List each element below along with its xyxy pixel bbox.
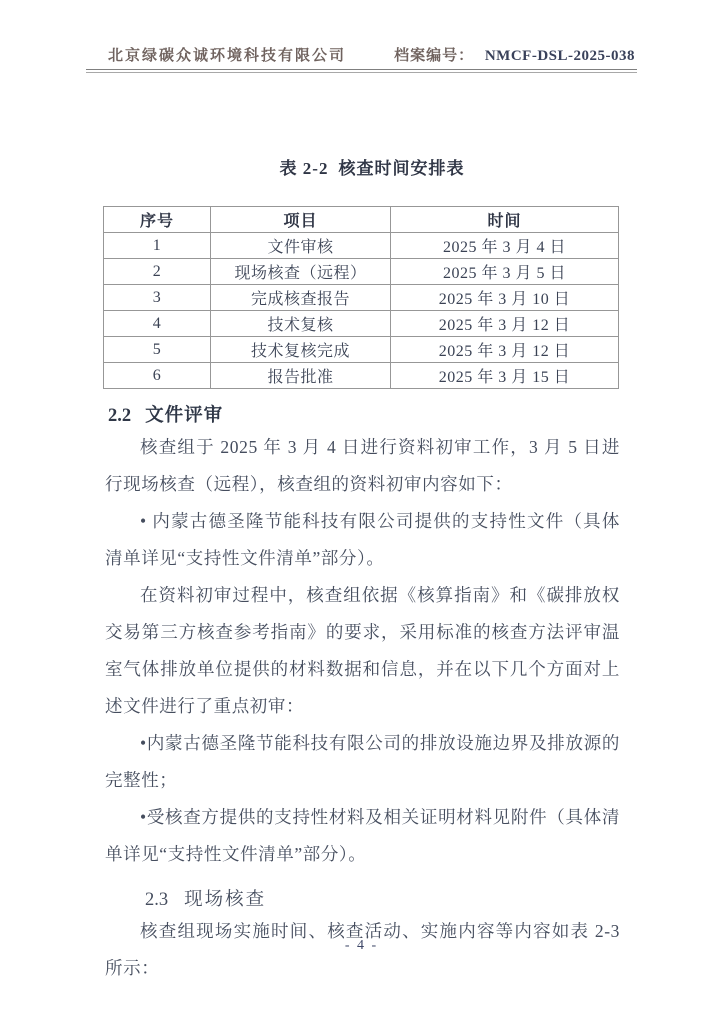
table-row (104, 311, 619, 337)
table-cell: 文件审核 (211, 233, 391, 259)
paragraph: 核查组于 2025 年 3 月 4 日进行资料初审工作，3 月 5 日进行现场核查（远程），核查组的资料初审内容如下： (105, 437, 620, 494)
table-title (0, 134, 723, 199)
section-title: 文件评审 (145, 406, 224, 426)
company-name: 北京绿碳众诚环境科技有限公司 (108, 48, 347, 64)
table-cell: 2025 年 3 月 15 日 (391, 363, 619, 389)
paragraph: 核查组现场实施时间、核查活动、实施内容等内容如表 2-3 所示： (105, 921, 620, 978)
table-cell: 2025 年 3 月 5 日 (391, 259, 619, 285)
doc-header (86, 44, 637, 73)
table-cell: 6 (104, 363, 211, 389)
doc-header-row (86, 44, 637, 69)
table-row (104, 337, 619, 363)
table-cell: 2025 年 3 月 10 日 (391, 285, 619, 311)
section-heading-2-2 (108, 401, 620, 427)
table-title-text: 核查时间安排表 (338, 159, 465, 178)
schedule-table (103, 206, 619, 389)
archive-number-group (394, 44, 635, 65)
table-body (104, 233, 619, 389)
table-cell: 4 (104, 311, 211, 337)
column-header: 序号 (104, 207, 211, 233)
table-cell: 3 (104, 285, 211, 311)
header-divider (86, 69, 637, 73)
table-cell: 5 (104, 337, 211, 363)
table-cell: 技术复核完成 (211, 337, 391, 363)
table-header-row (104, 207, 619, 233)
table-row (104, 363, 619, 389)
bullet-item: • 内蒙古德圣隆节能科技有限公司提供的支持性文件（具体清单详见“支持性文件清单”部分）。 (105, 511, 620, 568)
page-number: - 4 - (344, 938, 379, 953)
table-cell: 2025 年 3 月 12 日 (391, 311, 619, 337)
archive-label: 档案编号： (394, 48, 475, 64)
column-header: 项目 (211, 207, 391, 233)
table-row (104, 259, 619, 285)
table-cell: 2025 年 3 月 4 日 (391, 233, 619, 259)
section-heading-2-3 (145, 885, 620, 911)
table-number: 表 2-2 (279, 159, 329, 178)
table-cell: 2025 年 3 月 12 日 (391, 337, 619, 363)
table-row (104, 233, 619, 259)
column-header: 时间 (391, 207, 619, 233)
section-number: 2.3 (145, 890, 169, 910)
paragraph: 在资料初审过程中，核查组依据《核算指南》和《碳排放权交易第三方核查参考指南》的要求，采用标准的核查方法评审温室气体排放单位提供的材料数据和信息，并在以下几个方面对上述文件进行了重点初审： (105, 585, 620, 716)
section-number: 2.2 (108, 406, 132, 426)
table-head (104, 207, 619, 233)
table-cell: 2 (104, 259, 211, 285)
table-cell: 完成核查报告 (211, 285, 391, 311)
table-row (104, 285, 619, 311)
content-block (105, 401, 620, 987)
bullet-item: •受核查方提供的支持性材料及相关证明材料见附件（具体清单详见“支持性文件清单”部分）。 (105, 807, 620, 864)
table-cell: 1 (104, 233, 211, 259)
table-cell: 技术复核 (211, 311, 391, 337)
section-title: 现场核查 (184, 890, 267, 910)
table-cell: 现场核查（远程） (211, 259, 391, 285)
table-cell: 报告批准 (211, 363, 391, 389)
archive-number: NMCF-DSL-2025-038 (484, 48, 635, 64)
bullet-item: •内蒙古德圣隆节能科技有限公司的排放设施边界及排放源的完整性； (105, 733, 620, 790)
